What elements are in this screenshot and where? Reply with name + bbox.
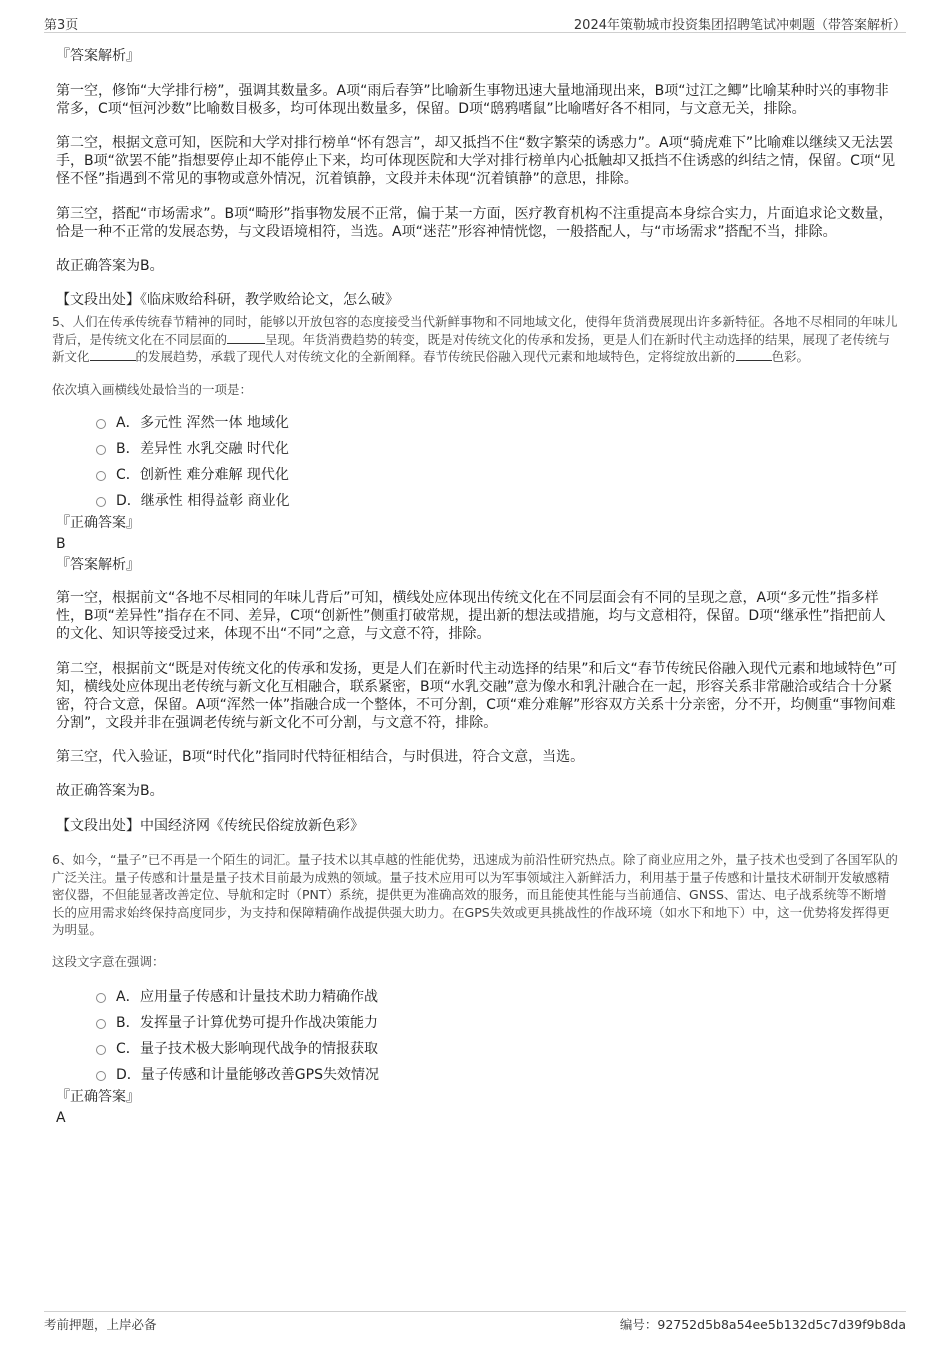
- blank-3: [736, 348, 772, 361]
- q5-conclusion: 故正确答案为B。: [56, 783, 164, 799]
- q5-answer-label: 『正确答案』: [56, 515, 140, 531]
- radio-icon[interactable]: [96, 497, 106, 507]
- page-footer: [44, 1311, 906, 1337]
- radio-icon[interactable]: [96, 1019, 106, 1029]
- q4-analysis-para1: 第一空，修饰“大学排行榜”，强调其数量多。A项“雨后春笋”比喻新生事物迅速大量地涌现出来，B项“过江之鲫”比喻某种时兴的事物非常多，C项“恒河沙数”比喻数目极多，均可体现出数量多，保留。D项“鸱鸦嗜鼠”比喻嗜好各不相同，与文意无关，排除。: [56, 83, 889, 117]
- q4-analysis-para3: 第三空，搭配“市场需求”。B项“畸形”指事物发展不正常，偏于某一方面，医疗教育机构不注重提高本身综合实力，片面追求论文数量，恰是一种不正常的发展态势，与文段语境相符，当选。A项“迷茫”形容神情恍惚，一般搭配人，与“市场需求”搭配不当，排除。: [56, 206, 893, 240]
- radio-icon[interactable]: [96, 993, 106, 1003]
- radio-icon[interactable]: [96, 1071, 106, 1081]
- document-id: 编号：92752d5b8a54ee5b132d5c7d39f9b8da: [619, 1317, 906, 1332]
- q4-conclusion: 故正确答案为B。: [56, 258, 164, 274]
- q6-stem: 6、如今，“量子”已不再是一个陌生的词汇。量子技术以其卓越的性能优势，迅速成为前沿性研究热点。除了商业应用之外，量子技术也受到了各国军队的广泛关注。量子传感和计量是量子技术目前最为成熟的领域。量子技术应用可以为军事领域注入新鲜活力，利用基于量子传感和计量技术研制开发敏感精密仪器，不但能显著改善定位、导航和定时（PNT）系统，提供更为准确高效的服务，而且能使其性能与当前通信、GNSS、雷达、电子战系统等不断增长的应用需求始终保持高度同步，为支持和保障精确作战提供强大助力。在GPS失效或更具挑战性的作战环境（如水下和地下）中，这一优势将发挥得更为明显。: [52, 852, 898, 937]
- q5-analysis-para3: 第三空，代入验证，B项“时代化”指同时代特征相结合，与时俱进，符合文意，当选。: [56, 749, 585, 765]
- q5-prompt: 依次填入画横线处最恰当的一项是：: [52, 381, 253, 397]
- q6-option-a[interactable]: A．应用量子传感和计量技术助力精确作战: [56, 988, 898, 1014]
- q5-analysis-para2: 第二空，根据前文“既是对传统文化的传承和发扬，更是人们在新时代主动选择的结果”和后文“春节传统民俗融入现代元素和地域特色”可知，横线处应体现出老传统与新文化互相融合，联系紧密，B项“水乳交融”意为像水和乳汁融合在一起，形容关系非常融洽或结合十分紧密，符合文意，保留。A项“浑然一体”指融合成一个整体，不可分割，C项“难分难解”形容双方关系十分亲密，分不开，均侧重“事物间难分割”，文段并非在强调老传统与新文化不可分割，与文意不符，排除。: [56, 661, 898, 731]
- q5-options: [56, 414, 898, 518]
- blank-1: [227, 331, 265, 344]
- radio-icon[interactable]: [96, 1045, 106, 1055]
- q5-analysis-para1: 第一空，根据前文“各地不尽相同的年味儿背后”可知，横线处应体现出传统文化在不同层面会有不同的呈现之意，A项“多元性”指多样性，B项“差异性”指存在不同、差异，C项“创新性”侧重打破常规，提出新的想法或措施，均与文意相符，保留。D项“继承性”指把前人的文化、知识等接受过来，体现不出“不同”之意，与文意不符，排除。: [56, 590, 886, 642]
- q6-prompt: 这段文字意在强调：: [52, 953, 165, 969]
- q5-option-a[interactable]: A．多元性 浑然一体 地域化: [56, 414, 898, 440]
- blank-2: [90, 348, 136, 361]
- q5-analysis-label: 『答案解析』: [56, 557, 140, 573]
- page-number: 第3页: [44, 18, 79, 33]
- q5-option-b[interactable]: B．差异性 水乳交融 时代化: [56, 440, 898, 466]
- page-header: [44, 14, 906, 33]
- q6-option-c[interactable]: C．量子技术极大影响现代战争的情报获取: [56, 1040, 898, 1066]
- radio-icon[interactable]: [96, 419, 106, 429]
- q6-answer-label: 『正确答案』: [56, 1089, 140, 1105]
- q5-answer: B: [56, 536, 66, 552]
- q6-options: [56, 988, 898, 1092]
- q4-analysis-para2: 第二空，根据文意可知，医院和大学对排行榜单“怀有怨言”，却又抵挡不住“数字繁荣的诱惑力”。A项“骑虎难下”比喻难以继续又无法罢手，B项“欲罢不能”指想要停止却不能停止下来，均可体现医院和大学对排行榜单内心抵触却又抵挡不住诱惑的纠结之情，保留。C项“见怪不怪”指遇到不常见的事物或意外情况，沉着镇静，文段并未体现“沉着镇静”的意思，排除。: [56, 135, 896, 187]
- q6-option-b[interactable]: B．发挥量子计算优势可提升作战决策能力: [56, 1014, 898, 1040]
- q6-answer: A: [56, 1110, 66, 1126]
- radio-icon[interactable]: [96, 445, 106, 455]
- q5-option-c[interactable]: C．创新性 难分难解 现代化: [56, 466, 898, 492]
- q5-stem: 5、人们在传承传统春节精神的同时，能够以开放包容的态度接受当代新鲜事物和不同地域文化，使得年货消费展现出许多新特征。各地不尽相同的年味儿背后，是传统文化在不同层面的 呈现。年货消费趋势的转变，既是对传统文化的传承和发扬，更是人们在新时代主动选择的结果，展现了老传统与新文化 的发展趋势，承载了现代人对传统文化的全新阐释。春节传统民俗融入现代元素和地域特色，定将绽放出新的 色彩。: [52, 314, 898, 364]
- q4-source: 【文段出处】《临床败给科研，教学败给论文，怎么破》: [56, 292, 399, 308]
- q5-option-d[interactable]: D．继承性 相得益彰 商业化: [56, 492, 898, 518]
- q5-source: 【文段出处】中国经济网《传统民俗绽放新色彩》: [56, 818, 364, 834]
- q6-option-d[interactable]: D．量子传感和计量能够改善GPS失效情况: [56, 1066, 898, 1092]
- radio-icon[interactable]: [96, 471, 106, 481]
- page-content: [52, 44, 898, 1127]
- footer-slogan: 考前押题，上岸必备: [44, 1317, 157, 1332]
- q4-analysis-label: 『答案解析』: [56, 48, 140, 64]
- document-title: 2024年策勒城市投资集团招聘笔试冲刺题（带答案解析）: [573, 18, 906, 33]
